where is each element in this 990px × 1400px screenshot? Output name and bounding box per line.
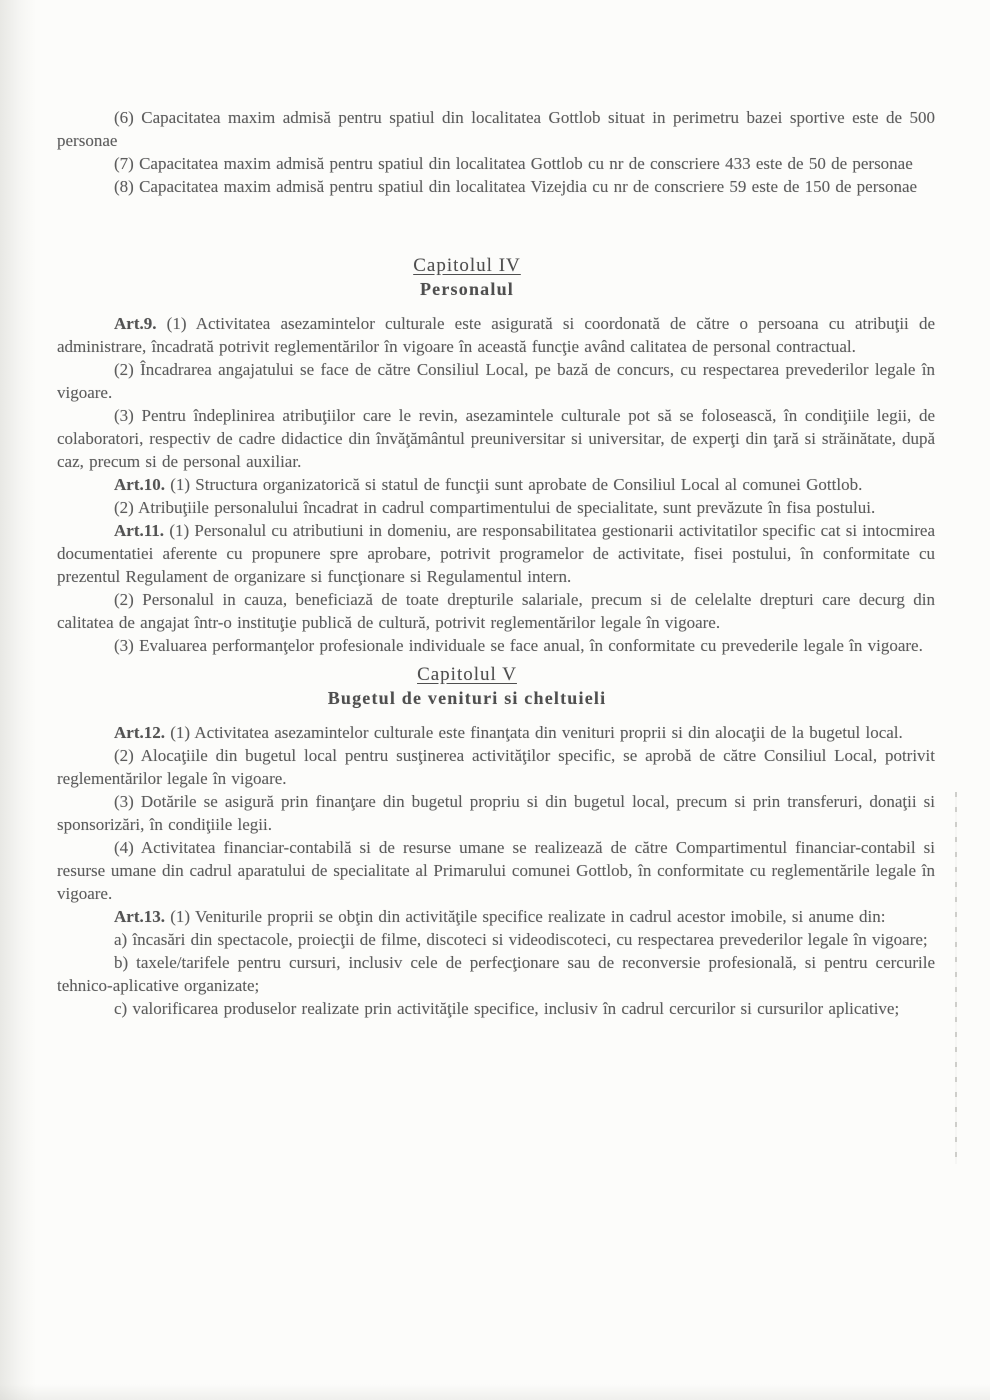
article-label: Art.10. (114, 475, 165, 494)
chapter-4-subtitle: Personalul (419, 279, 514, 299)
paragraph-text: (1) Structura organizatorică si statul de funcţii sunt aprobate de Consiliul Local al comunei Gottlob. (164, 475, 863, 494)
paragraph-text: c) valorificarea produselor realizate prin activităţile specifice, inclusiv în cadrul cercurilor si cursurilor aplicative; (114, 999, 900, 1018)
paragraph-art12-1 (57, 721, 935, 744)
chapter-5-subtitle: Bugetul de venituri si cheltuieli (327, 688, 607, 708)
paragraph-art13-1 (57, 905, 935, 928)
chapter-5-heading (57, 663, 877, 709)
paragraph-art11-2 (57, 588, 935, 634)
paragraph-art10-2 (57, 496, 935, 519)
paragraph-text: (4) Activitatea financiar-contabilă si de resurse umane se realizează de către Compartimentul financiar-contabil si resurse umane din cadrul aparatului de specialitate al Primarului comunei Gottlob, în conformitate cu reglementările legale în vigoare. (57, 838, 935, 903)
paragraph-text: (1) Veniturile proprii se obţin din activităţile specifice realizate in cadrul acestor imobile, si anume din: (164, 907, 886, 926)
paragraph-art11-3 (57, 634, 935, 657)
chapter-4-heading (57, 254, 877, 300)
paragraph-art12-2 (57, 744, 935, 790)
paragraph-text: (1) Personalul cu atributiuni in domeniu, are responsabilitatea gestionarii activitatilor specific cat si intocmirea documentatiei aferente cu propunere spre aprobare, potrivit programelor de activitate, fisei postului, în conformitate cu prezentul Regulament de organizare si funcţionare si Regulamentul intern. (57, 521, 935, 586)
scan-edge-shadow-left (0, 0, 36, 1400)
paragraph-text: (1) Activitatea asezamintelor culturale este finanţata din venituri proprii si din alocaţii de la bugetul local. (164, 723, 903, 742)
paragraph-text: (6) Capacitatea maxim admisă pentru spatiul din localitatea Gottlob situat in perimetru bazei sportive este de 500 personae (57, 108, 935, 150)
scan-edge-shadow-bottom (0, 1384, 990, 1400)
chapter-5-title (57, 663, 877, 687)
paragraph-art11-1 (57, 519, 935, 588)
chapter-4-title-text: Capitolul IV (413, 255, 521, 276)
article-label: Art.12. (114, 723, 165, 742)
article-label: Art.13. (114, 907, 165, 926)
paragraph-art10-1 (57, 473, 935, 496)
paragraph-art12-4 (57, 836, 935, 905)
paragraph-text: a) încasări din spectacole, proiecţii de filme, discoteci si videodiscoteci, cu respectarea prevederilor legale în vigoare; (114, 930, 928, 949)
paragraph-capacity-6 (57, 106, 935, 152)
paragraph-text: (2) Atribuţiile personalului încadrat in cadrul compartimentului de specialitate, sunt prevăzute în fisa postului. (114, 498, 876, 517)
paragraph-art13-c (57, 997, 935, 1020)
article-label: Art.9. (114, 314, 157, 333)
paragraph-art9-1 (57, 312, 935, 358)
paragraph-art9-2 (57, 358, 935, 404)
paragraph-capacity-7 (57, 152, 935, 175)
paragraph-art13-a (57, 928, 935, 951)
paragraph-text: (8) Capacitatea maxim admisă pentru spatiul din localitatea Vizejdia cu nr de conscriere 59 este de 150 de personae (114, 177, 918, 196)
paragraph-text: (2) Alocaţiile din bugetul local pentru susţinerea activităţilor specific, se aprobă de către Consiliul Local, potrivit reglementărilor legale în vigoare. (57, 746, 935, 788)
scan-artifact-line (955, 792, 957, 1164)
paragraph-text: (3) Evaluarea performanţelor profesionale individuale se face anual, în conformitate cu prevederile legale în vigoare. (114, 636, 923, 655)
paragraph-text: (1) Activitatea asezamintelor culturale este asigurată si coordonată de către o persoana cu atribuţii de administrare, încadrată potrivit reglementărilor în vigoare în această funcţie având calitatea de personal contractual. (57, 314, 935, 356)
paragraph-art12-3 (57, 790, 935, 836)
paragraph-text: (2) Încadrarea angajatului se face de către Consiliul Local, pe bază de concurs, cu respectarea prevederilor legale în vigoare. (57, 360, 935, 402)
document-content (57, 106, 935, 1020)
article-label: Art.11. (114, 521, 165, 540)
paragraph-text: (2) Personalul in cauza, beneficiază de toate drepturile salariale, precum si de celelalte drepturi care decurg din calitatea de angajat într-o instituţie publică de cultură, potrivit reglementărilor legale în vigoare. (57, 590, 935, 632)
paragraph-art13-b (57, 951, 935, 997)
paragraph-capacity-8 (57, 175, 935, 198)
paragraph-text: (7) Capacitatea maxim admisă pentru spatiul din localitatea Gottlob cu nr de conscriere 433 este de 50 de personae (114, 154, 913, 173)
paragraph-text: (3) Pentru îndeplinirea atribuţiilor care le revin, asezamintele culturale pot să se folosească, în condiţiile legii, de colaboratori, respectiv de cadre didactice din învăţământul preuniversitar si universitar, de experţi din ţară si străinătate, după caz, precum si de personal auxiliar. (57, 406, 935, 471)
paragraph-text: (3) Dotările se asigură prin finanţare din bugetul propriu si din bugetul local, precum si prin transferuri, donaţii si sponsorizări, în condiţiile legii. (57, 792, 935, 834)
paragraph-art9-3 (57, 404, 935, 473)
chapter-4-title (57, 254, 877, 278)
chapter-5-title-text: Capitolul V (417, 664, 517, 685)
paragraph-text: b) taxele/tarifele pentru cursuri, inclusiv cele de perfecţionare sau de reconversie profesională, si pentru cercurile tehnico-aplicative organizate; (57, 953, 935, 995)
